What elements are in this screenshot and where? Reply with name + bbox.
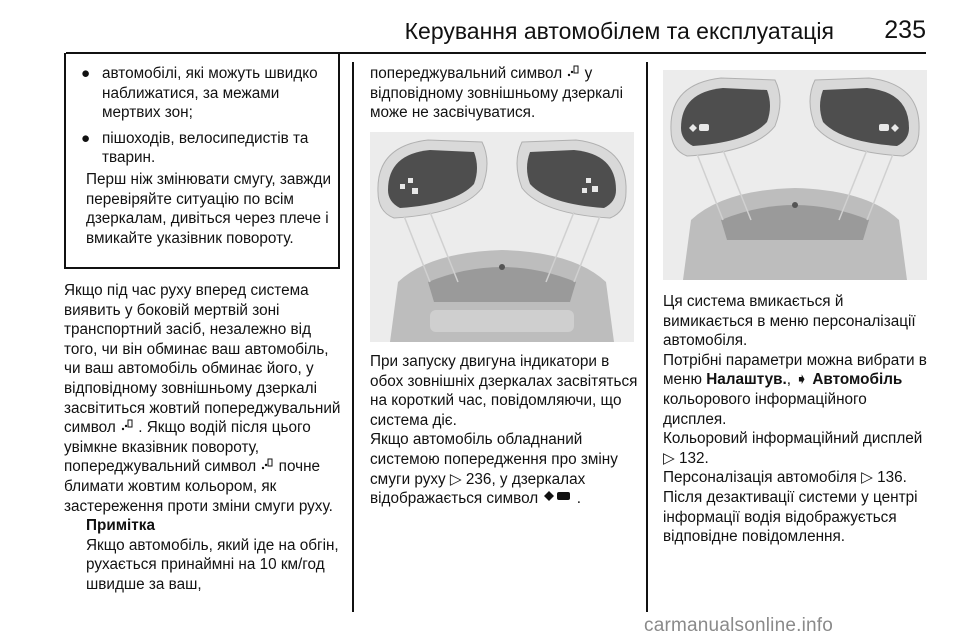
paragraph: Кольоровий інформаційний дисплей ▷ 132. [663, 430, 923, 467]
mirror-symbol-illustration [663, 70, 927, 280]
page-reference-icon: ▷ [663, 449, 675, 467]
note-title: Примітка [86, 517, 155, 535]
lane-change-warning-icon [542, 490, 576, 507]
column-3-body [663, 292, 933, 547]
paragraph: Ця система вмикається й вимикається в меню персоналізації автомобіля. [663, 293, 916, 350]
watermark: carmanualsonline.info [644, 615, 834, 636]
paragraph: Після дезактивації системи у центрі інформації водія відображується відповідне повідомлення. [663, 488, 918, 546]
page-reference-icon: ▷ [861, 469, 873, 487]
note-text: Якщо автомобіль, який іде на обгін, рухається принаймні на 10 км/год швидше за ваш, [86, 536, 339, 593]
paragraph: При запуску двигуна індикатори в обох зовнішніх дзеркалах засвітяться на короткий час, повідомляючи, що система діє. [370, 353, 638, 429]
menu-settings: Налаштув. [706, 371, 787, 389]
paragraph: Потрібні параметри можна вибрати в меню Налаштув., ➧ Автомобіль кольорового інформаційного дисплея. [663, 351, 927, 428]
paragraph: Якщо автомобіль обладнаний системою попередження про зміну смуги руху ▷ 236, у дзеркалах відображається символ . [370, 431, 618, 508]
list-item: ● автомобілі, які можуть швидко наближатися, за межами мертвих зон; [81, 65, 318, 122]
warning-text: Перш ніж змінювати смугу, завжди перевіряйте ситуацію по всім дзеркалам, дивіться через плече і вмикайте указівник повороту. [86, 171, 331, 247]
column-divider-1 [352, 62, 354, 612]
column-2-body [370, 352, 640, 509]
paragraph: Персоналізація автомобіля ▷ 136. [663, 469, 907, 487]
blind-spot-warning-icon [120, 419, 138, 436]
menu-vehicle: Автомобіль [812, 371, 903, 389]
arrow-icon: ➧ [795, 371, 809, 389]
column-divider-2 [646, 62, 648, 612]
section-title: Керування автомобілем та експлуатація [404, 18, 834, 44]
blind-spot-warning-icon [260, 458, 278, 475]
blind-spot-warning-icon [566, 65, 584, 82]
column-1-body [64, 281, 346, 595]
bullet-list [64, 64, 340, 174]
list-item: ● пішоходів, велосипедистів та тварин. [81, 129, 309, 167]
mirror-indicators-illustration [370, 132, 634, 342]
paragraph: попереджувальний символ у відповідному зовнішньому дзеркалі може не засвічуватися. [370, 65, 623, 122]
page-reference-icon: ▷ [449, 470, 462, 488]
paragraph: Якщо під час руху вперед система виявить у боковій мертвій зоні транспортний засіб, незалежно від того, чи він обминає ваш автомобіль, чи ваш автомобіль обминає його, у відповідному зовнішньому дзеркалі засвітиться жовтий попереджувальний символ . Якщо водій після цього увімкне вказівник повороту, попереджувальний символ почне блимати жовтим кольором, як застереження проти зміни смуги руху. [64, 282, 341, 515]
page-number: 235 [884, 16, 926, 44]
page-header [0, 14, 926, 46]
column-2-top [370, 64, 634, 123]
note-block [64, 516, 346, 594]
